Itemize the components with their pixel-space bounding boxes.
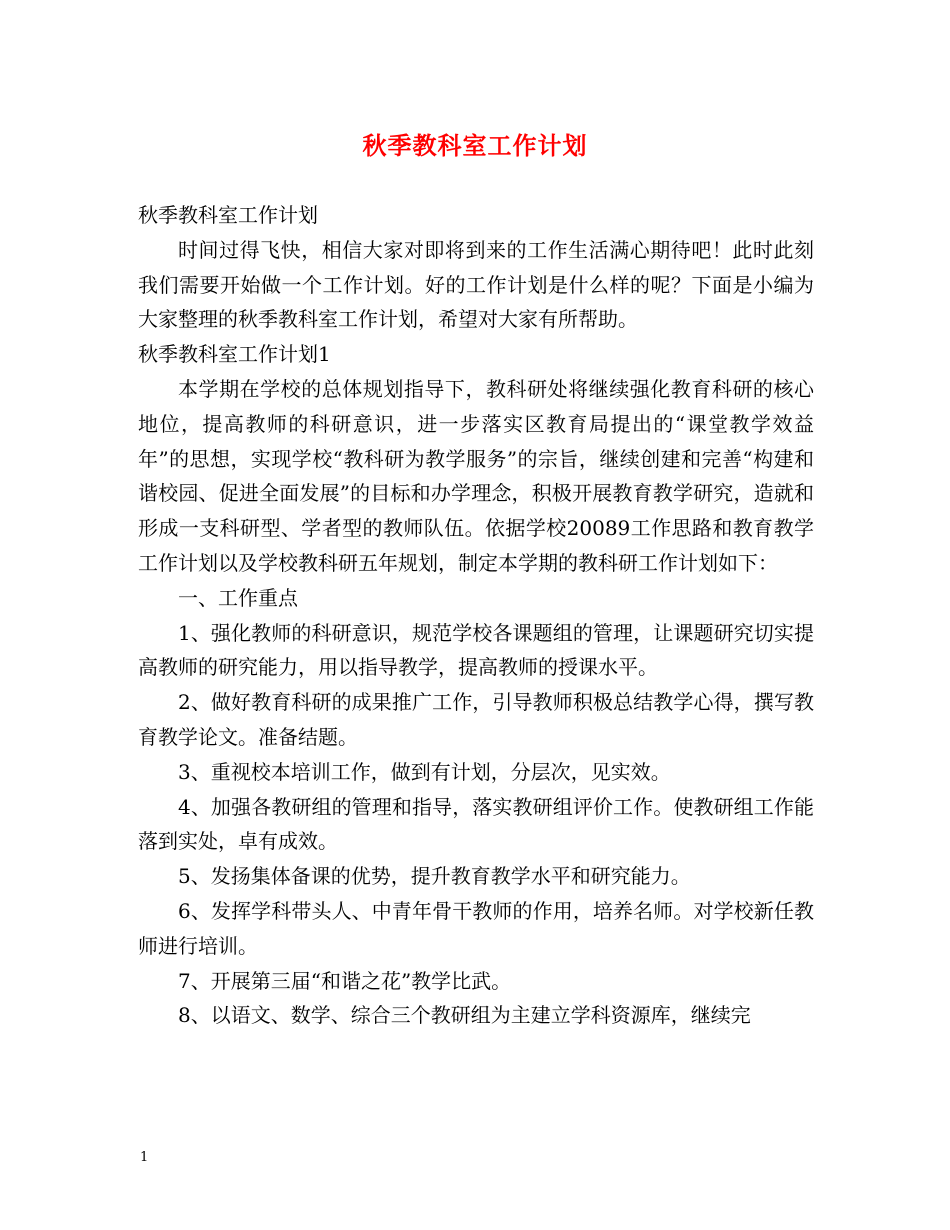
list-item: 5、发扬集体备课的优势，提升教育教学水平和研究能力。	[178, 864, 691, 889]
list-item: 7、开展第三届“和谐之花”教学比武。	[178, 968, 512, 993]
document-title: 秋季教科室工作计划	[362, 131, 588, 160]
section-heading-work-focus: 一、工作重点	[178, 585, 298, 610]
intro-paragraph: 时间过得飞快，相信大家对即将到来的工作生活满心期待吧！此时此刻我们需要开始做一个工作计划。好的工作计划是什么样的呢？下面是小编为大家整理的秋季教科室工作计划，希望对大家有所帮助。	[138, 237, 814, 332]
list-item: 4、加强各教研组的管理和指导，落实教研组评价工作。使教研组工作能落到实处，卓有成效。	[138, 794, 814, 854]
list-item: 3、重视校本培训工作，做到有计划，分层次，见实效。	[178, 759, 671, 784]
body-paragraph: 本学期在学校的总体规划指导下，教科研处将继续强化教育科研的核心地位，提高教师的科研意识，进一步落实区教育局提出的“课堂教学效益年”的思想，实现学校“教科研为教学服务”的宗旨，继续创建和完善“构建和谐校园、促进全面发展”的目标和办学理念，积极开展教育教学研究，造就和形成一支科研型、学者型的教师队伍。依据学校20089工作思路和教育教学工作计划以及学校教科研五年规划，制定本学期的教科研工作计划如下：	[138, 376, 814, 575]
subsection-heading: 秋季教科室工作计划1	[138, 342, 331, 367]
list-item: 1、强化教师的科研意识，规范学校各课题组的管理，让课题研究切实提高教师的研究能力，用以指导教学，提高教师的授课水平。	[138, 620, 814, 680]
list-item: 6、发挥学科带头人、中青年骨干教师的作用，培养名师。对学校新任教师进行培训。	[138, 898, 814, 958]
section-heading: 秋季教科室工作计划	[138, 203, 318, 227]
page-number: 1	[140, 1150, 149, 1165]
document-body	[138, 198, 814, 1033]
list-item: 8、以语文、数学、综合三个教研组为主建立学科资源库，继续完	[178, 1003, 751, 1028]
list-item: 2、做好教育科研的成果推广工作，引导教师积极总结教学心得，撰写教育教学论文。准备结题。	[138, 690, 814, 749]
